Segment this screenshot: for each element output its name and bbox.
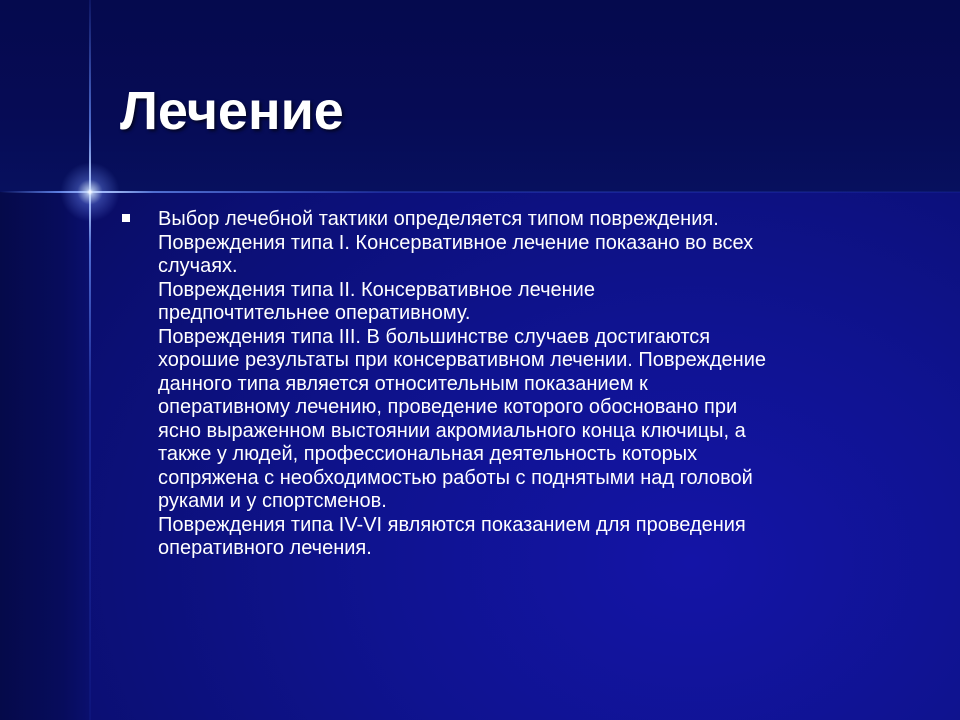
light-flare-icon	[60, 162, 120, 222]
body-line: оперативного лечения.	[158, 537, 372, 559]
horizontal-accent-line	[0, 191, 960, 193]
body-line: Повреждения типа II. Консервативное лечение	[158, 278, 595, 301]
body-line: ясно выраженном выстоянии акромиального конца ключицы, а	[158, 419, 746, 442]
body-line: Повреждения типа I. Консервативное лечение показано во всех	[158, 231, 754, 254]
body-line: сопряжена с необходимостью работы с поднятыми над головой	[158, 466, 753, 489]
slide-title: Лечение	[120, 81, 344, 141]
left-band	[0, 192, 90, 720]
body-line: оперативному лечению, проведение которого обосновано при	[158, 396, 738, 418]
body-line: предпочтительнее оперативному.	[158, 302, 471, 324]
body-line: Повреждения типа III. В большинстве случаев достигаются	[158, 325, 711, 348]
vertical-accent-line	[89, 0, 91, 720]
body-line: также у людей, профессиональная деятельность которых	[158, 443, 698, 465]
body-line: данного типа является относительным показанием к	[158, 372, 648, 395]
slide-body	[158, 208, 898, 561]
body-line: случаях.	[158, 255, 238, 277]
body-line: Выбор лечебной тактики определяется типом повреждения.	[158, 208, 719, 230]
body-line: Повреждения типа IV-VI являются показанием для проведения	[158, 513, 746, 536]
bullet-square-icon	[122, 214, 130, 222]
body-line: руками и у спортсменов.	[158, 490, 387, 512]
body-line: хорошие результаты при консервативном лечении. Повреждение	[158, 349, 767, 371]
